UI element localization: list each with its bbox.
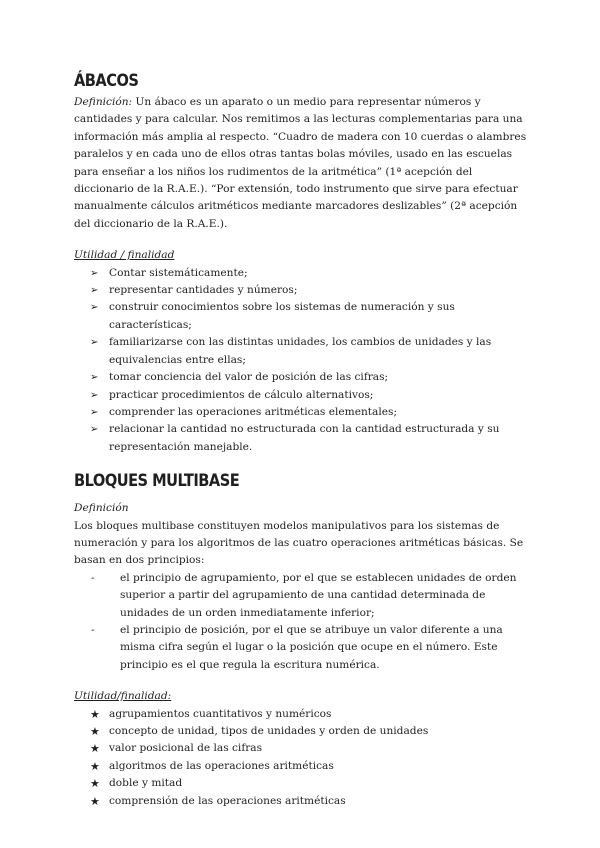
definition-text: Un ábaco es un aparato o un medio para representar números y cantidades y para calcular. Nos remitimos a las lecturas complementarias para una información más amplia al respecto. “Cuadro de madera con 10 cuerdas o alambres paralelos y en cada uno de ellos otras tantas bolas móviles, usado en las escuelas para enseñar a los niños los rudimentos de la aritmética” (1ª acepción del diccionario de la R.A.E.). “Por extensión, todo instrumento que sirve para efectuar manualmente cálculos aritméticos mediante marcadores deslizables” (2ª acepción del diccionario de la R.A.E.). bbox=[74, 96, 527, 230]
section-title-abacos: ÁBACOS bbox=[74, 71, 139, 91]
utilidad-label: Utilidad/finalidad: bbox=[74, 690, 172, 703]
bloques-definition-label: Definición bbox=[74, 502, 129, 515]
abacos-utility-list bbox=[74, 265, 534, 456]
bloques-definition-text: Los bloques multibase constituyen modelos manipulativos para los sistemas de numeración y para los algoritmos de las cuatro operaciones aritméticas básicas. Se basan en dos principios: bbox=[74, 519, 524, 567]
section-title-bloques: BLOQUES MULTIBASE bbox=[74, 471, 240, 492]
utilidad-label: Utilidad / finalidad bbox=[74, 249, 175, 262]
abacos-definition bbox=[74, 94, 534, 233]
list-item: ★ comprensión de las operaciones aritméticas bbox=[74, 793, 534, 810]
arrowhead-icon: ➢ bbox=[90, 302, 99, 314]
dash-icon: - bbox=[91, 572, 95, 584]
arrowhead-icon: ➢ bbox=[90, 372, 99, 384]
document-content bbox=[74, 70, 534, 810]
definition-label: Definición: bbox=[74, 96, 133, 108]
bloques-utility-list bbox=[74, 706, 534, 810]
star-icon: ★ bbox=[90, 707, 100, 721]
star-icon: ★ bbox=[90, 777, 100, 791]
list-item: ➢ construir conocimientos sobre los sistemas de numeración y sus características; bbox=[90, 301, 455, 331]
list-item: ➢ familiarizarse con las distintas unidades, los cambios de unidades y las equivalencias entre ellas; bbox=[90, 336, 492, 366]
list-item: - el principio de agrupamiento, por el que se establecen unidades de orden superior a partir del agrupamiento de una cantidad determinada de unidades de un orden inmediatamente inferior; bbox=[91, 571, 517, 619]
star-icon: ★ bbox=[90, 759, 100, 773]
list-item: ➢ tomar conciencia del valor de posición de las cifras; bbox=[74, 369, 534, 386]
list-item: ➢ representar cantidades y números; bbox=[74, 282, 534, 299]
principles-list bbox=[74, 570, 534, 674]
arrowhead-icon: ➢ bbox=[90, 267, 99, 279]
arrowhead-icon: ➢ bbox=[90, 406, 99, 418]
arrowhead-icon: ➢ bbox=[90, 424, 99, 436]
list-item: - el principio de posición, por el que se atribuye un valor diferente a una misma cifra según el lugar o la posición que ocupe en el número. Este principio es el que regula la escritura numérica. bbox=[91, 623, 503, 671]
list-item: ★ concepto de unidad, tipos de unidades y orden de unidades bbox=[74, 723, 534, 740]
dash-icon: - bbox=[91, 624, 95, 636]
list-item: ➢ comprender las operaciones aritméticas elementales; bbox=[74, 404, 534, 421]
arrowhead-icon: ➢ bbox=[90, 337, 99, 349]
list-item: ★ agrupamientos cuantitativos y numéricos bbox=[74, 706, 534, 723]
list-item: ➢ Contar sistemáticamente; bbox=[74, 265, 534, 282]
list-item: ➢ practicar procedimientos de cálculo alternativos; bbox=[74, 387, 534, 404]
star-icon: ★ bbox=[90, 725, 100, 738]
arrowhead-icon: ➢ bbox=[90, 285, 99, 297]
arrowhead-icon: ➢ bbox=[90, 389, 99, 401]
list-item: ★ algoritmos de las operaciones aritméticas bbox=[74, 758, 534, 775]
list-item: ➢ relacionar la cantidad no estructurada con la cantidad estructurada y su representación manejable. bbox=[90, 423, 500, 453]
star-icon: ★ bbox=[90, 794, 100, 808]
star-icon: ★ bbox=[90, 742, 100, 756]
list-item: ★ doble y mitad bbox=[74, 775, 534, 792]
list-item: ★ valor posicional de las cifras bbox=[74, 740, 534, 757]
